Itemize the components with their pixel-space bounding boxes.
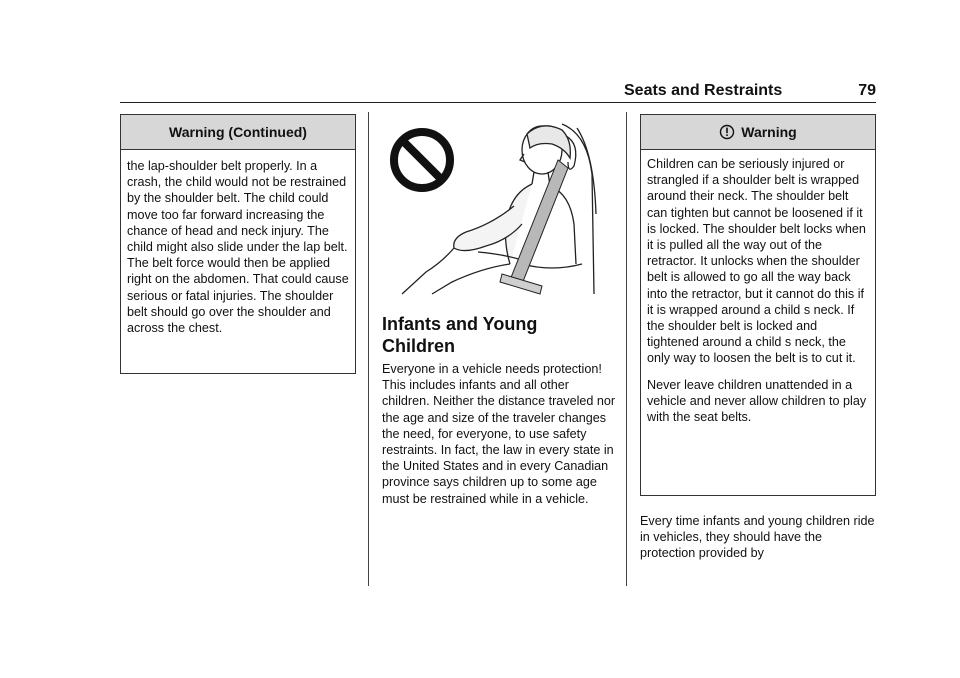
warning-paragraph: Never leave children unattended in a vehicle and never allow children to play with the seat belts. — [647, 377, 867, 425]
warning-continued-title: Warning (Continued) — [121, 115, 355, 150]
prohibition-icon — [394, 132, 450, 188]
warning-continued-box — [120, 114, 356, 374]
child-seatbelt-figure — [382, 114, 602, 300]
warning-box — [640, 114, 876, 496]
page-number: 79 — [858, 82, 876, 99]
warning-header — [641, 115, 875, 150]
column-divider-right — [626, 112, 627, 586]
warning-icon — [719, 124, 735, 140]
intro-paragraph: Everyone in a vehicle needs protection! This includes infants and all other children. Neither the distance traveled nor the age and size of the traveler changes the need, for everyone, to use safety restraints. In fact, the law in every state in the United States and in every Canadian province says children up to some age must be restrained while in a vehicle. — [382, 362, 616, 506]
section-title: Seats and Restraints — [624, 82, 783, 99]
warning-continued-text: the lap-shoulder belt properly. In a crash, the child would not be restrained by the shoulder belt. The child could move too far forward increasing the chance of head and neck injury. The child might also slide under the lap belt. The belt force would then be applied right on the abdomen. That could cause serious or fatal injuries. The shoulder belt should go over the shoulder and across the chest. — [127, 159, 349, 336]
column-divider-left — [368, 112, 369, 586]
page-header — [624, 80, 876, 102]
warning-title: Warning — [741, 124, 797, 140]
child-illustration — [402, 124, 596, 294]
header-rule — [120, 102, 876, 103]
section-heading: Infants and Young Children — [382, 314, 538, 356]
warning-paragraph: Children can be seriously injured or strangled if a shoulder belt is wrapped around their neck. The shoulder belt can tighten but cannot be loosened if it is locked. The shoulder belt locks when it is pulled all the way out of the retractor. It unlocks when the shoulder belt is allowed to go all the way back into the retractor, but it cannot do this if it is wrapped around a child s neck. If the shoulder belt is locked and tightened around a child s neck, the only way to loosen the belt is to cut it. — [647, 157, 866, 366]
body-paragraph: Every time infants and young children ride in vehicles, they should have the protection provided by — [640, 514, 875, 561]
